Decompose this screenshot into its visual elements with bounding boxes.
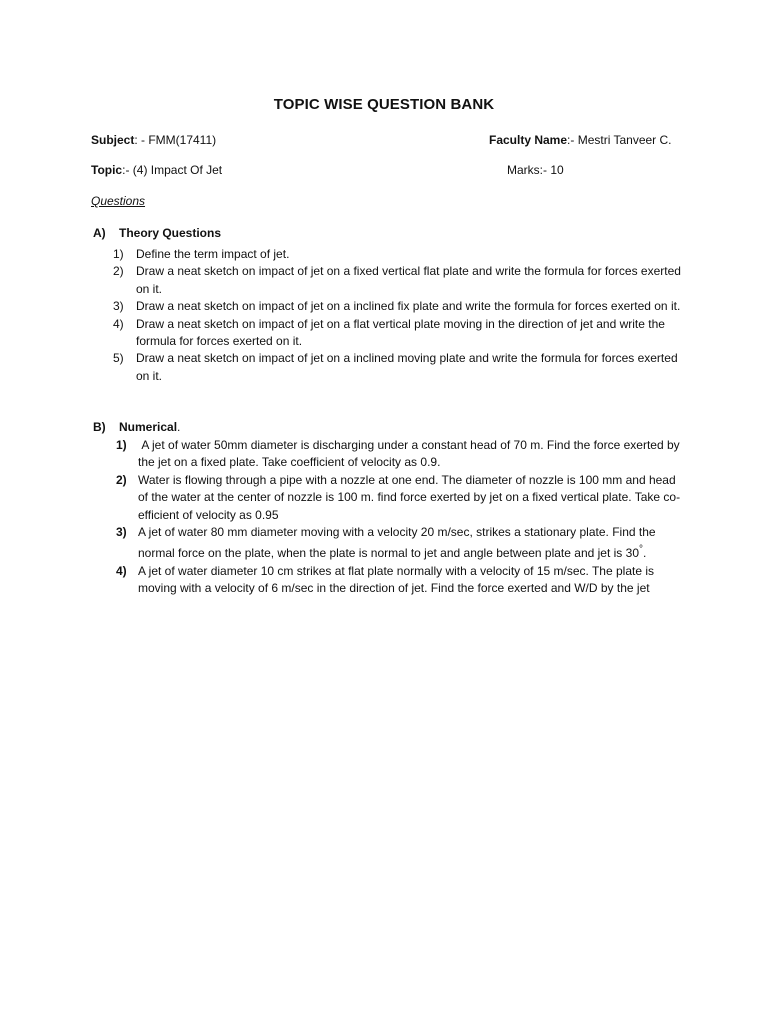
theory-question-item bbox=[113, 246, 683, 263]
question-text-body: A jet of water diameter 10 cm strikes at flat plate normally with a velocity of 15 m/sec. The plate is moving with a velocity of 6 m/sec in the direction of jet. Find the force exerted and W/D by the jet bbox=[138, 563, 658, 596]
faculty-line bbox=[489, 133, 672, 147]
page-title: TOPIC WISE QUESTION BANK bbox=[273, 96, 495, 113]
question-number: 5) bbox=[113, 351, 124, 366]
theory-question-item bbox=[113, 263, 683, 298]
theory-question-item bbox=[113, 316, 683, 351]
question-text-body: A jet of water 80 mm diameter moving with a velocity 20 m/sec, strikes a stationary plate. Find the normal force on the plate, when the plate is normal to jet and angle between plate and jet is 30 bbox=[138, 525, 659, 561]
question-text bbox=[113, 246, 683, 263]
question-text bbox=[113, 350, 683, 385]
theory-question-item bbox=[113, 298, 683, 315]
question-number: 1) bbox=[113, 247, 124, 261]
question-text-body: Draw a neat sketch on impact of jet on a fixed vertical flat plate and write the formula for forces exerted on it. bbox=[136, 264, 685, 296]
faculty-label: Faculty Name bbox=[489, 133, 568, 147]
question-text bbox=[113, 263, 683, 298]
questions-heading: Questions bbox=[91, 194, 146, 208]
subject-value: : - FMM(17411) bbox=[134, 133, 217, 147]
topic-label: Topic bbox=[91, 163, 123, 177]
faculty-value: :- Mestri Tanveer C. bbox=[567, 133, 672, 147]
degree-symbol: ° bbox=[639, 544, 643, 556]
question-text-tail: . bbox=[643, 546, 647, 561]
question-text bbox=[113, 316, 683, 351]
section-b-title: Numerical bbox=[119, 420, 178, 434]
section-b-title-suffix: . bbox=[177, 420, 181, 434]
theory-question-item bbox=[113, 350, 683, 385]
question-number: 3) bbox=[113, 299, 124, 314]
question-number: 3) bbox=[116, 525, 127, 540]
question-text-body: A jet of water 50mm diameter is discharging under a constant head of 70 m. Find the force exerted by the jet on a fixed plate. Take coefficient of velocity as 0.9. bbox=[138, 438, 683, 470]
question-text-body: Water is flowing through a pipe with a nozzle at one end. The diameter of nozzle is 100 mm and head of the water at the center of nozzle is 100 m. find force exerted by jet on a fixed vertical plate. Take co-efficient of velocity as 0.95 bbox=[138, 472, 681, 522]
section-a-title: Theory Questions bbox=[119, 226, 222, 240]
numerical-question-item bbox=[116, 524, 682, 563]
numerical-questions-list bbox=[116, 437, 682, 598]
question-text-body: Draw a neat sketch on impact of jet on a inclined fix plate and write the formula for forces exerted on it. bbox=[136, 299, 681, 314]
subject-line bbox=[91, 133, 216, 147]
question-number: 4) bbox=[113, 316, 124, 331]
section-a-heading bbox=[93, 226, 221, 240]
question-text bbox=[116, 524, 682, 563]
question-text bbox=[116, 437, 682, 472]
topic-line bbox=[91, 163, 222, 177]
question-text bbox=[116, 472, 682, 524]
question-text-body: Draw a neat sketch on impact of jet on a inclined moving plate and write the formula for forces exerted on it. bbox=[136, 351, 681, 383]
question-number: 1) bbox=[116, 438, 127, 452]
section-b-heading bbox=[93, 420, 180, 434]
numerical-question-item bbox=[116, 563, 682, 598]
subject-label: Subject bbox=[91, 133, 135, 147]
marks-text: Marks:- 10 bbox=[507, 163, 564, 177]
section-a-marker: A) bbox=[93, 226, 106, 240]
question-number: 2) bbox=[116, 472, 127, 487]
question-number: 2) bbox=[113, 264, 124, 279]
question-text bbox=[116, 563, 682, 598]
question-text-body: Define the term impact of jet. bbox=[136, 247, 290, 261]
theory-questions-list bbox=[113, 246, 683, 385]
question-number: 4) bbox=[116, 563, 127, 578]
numerical-question-item bbox=[116, 472, 682, 524]
section-b-marker: B) bbox=[93, 420, 106, 434]
numerical-question-item bbox=[116, 437, 682, 472]
question-text bbox=[113, 298, 683, 315]
question-text-body: Draw a neat sketch on impact of jet on a flat vertical plate moving in the direction of jet and write the formula for forces exerted on it. bbox=[136, 316, 669, 349]
topic-value: :- (4) Impact Of Jet bbox=[122, 163, 223, 177]
